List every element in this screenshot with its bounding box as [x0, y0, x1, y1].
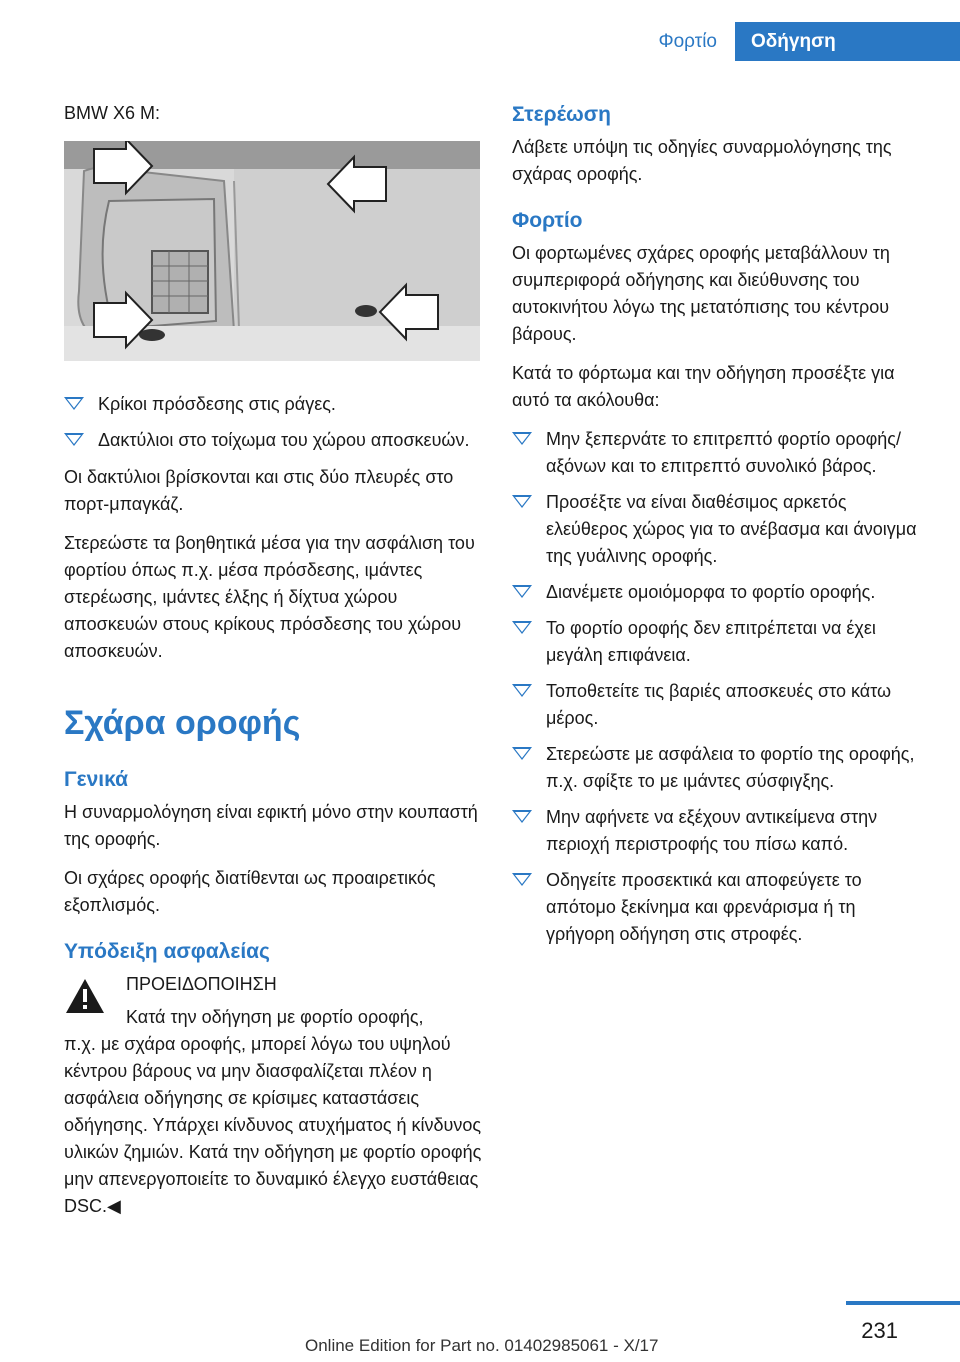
- heading-general: Γενικά: [64, 768, 129, 791]
- ring-list: [64, 391, 484, 454]
- list-item: Δακτύλιοι στο τοίχωμα του χώρου αποσκευών.: [64, 427, 484, 454]
- tab-cargo[interactable]: Φορτίο: [658, 31, 717, 52]
- fastening-text: Λάβετε υπόψη τις οδηγίες συναρμολόγησης της σχάρας οροφής.: [512, 137, 892, 184]
- warning-title: ΠΡΟΕΙΔΟΠΟΙΗΣΗ: [126, 974, 277, 994]
- list-item: Κρίκοι πρόσδεσης στις ράγες.: [64, 391, 484, 418]
- general-text-1: Η συναρμολόγηση είναι εφικτή μόνο στην κουπαστή της οροφής.: [64, 802, 478, 849]
- triangle-bullet-icon: [512, 810, 532, 823]
- tab-driving[interactable]: Οδήγηση: [735, 22, 960, 61]
- cargo-text-2: Κατά το φόρτωμα και την οδήγηση προσέξτε για αυτό τα ακόλουθα:: [512, 363, 895, 410]
- page-number: 231: [861, 1318, 898, 1343]
- fastening-aids-text: Στερεώστε τα βοηθητικά μέσα για την ασφάλιση του φορτίου όπως π.χ. μέσα πρόσδεσης, ιμάντες στερέωσης, ιμάντες έλξης ή δίχτυα χώρου αποσκευών στους κρίκους πρόσδεσης του χώρου αποσκευών.: [64, 533, 475, 661]
- section-title-roof-rack: Σχάρα οροφής: [64, 704, 301, 742]
- triangle-bullet-icon: [512, 432, 532, 445]
- warning-text: π.χ. με σχάρα οροφής, μπορεί λόγω του υψηλού κέντρου βάρους να μην διασφαλίζεται πλέον η ασφάλεια οδήγησης σε κρίσιμες καταστάσεις οδήγησης. Υπάρχει κίνδυνος ατυχήματος ή κίνδυνος υλικών ζημιών. Κατά την οδήγηση με φορτίο οροφής μην απενεργοποιείτε το δυναμικό έλεγχο ευστάθειας DSC.◀: [64, 1034, 482, 1216]
- header-tabs: [642, 22, 960, 61]
- footer-accent-bar: [846, 1301, 960, 1305]
- triangle-bullet-icon: [64, 397, 84, 410]
- heading-cargo: Φορτίο: [512, 209, 583, 232]
- warning-triangle-icon: [64, 977, 106, 1015]
- rings-location-text: Οι δακτύλιοι βρίσκονται και στις δύο πλευρές στο πορτ-μπαγκάζ.: [64, 467, 454, 514]
- edition-note: Online Edition for Part no. 01402985061 - X/17: [305, 1336, 659, 1355]
- list-item: Τοποθετείτε τις βαριές αποσκευές στο κάτω μέρος.: [512, 678, 928, 732]
- right-column: [512, 100, 928, 958]
- list-item: Οδηγείτε προσεκτικά και αποφεύγετε το απότομο ξεκίνημα και φρενάρισμα ή τη γρήγορη οδήγηση στις στροφές.: [512, 867, 928, 948]
- cargo-text-1: Οι φορτωμένες σχάρες οροφής μεταβάλλουν τη συμπεριφορά οδήγησης και διεύθυνσης του αυτοκινήτου λόγω της μετατόπισης του κέντρου βάρους.: [512, 243, 890, 344]
- list-item: Μην αφήνετε να εξέχουν αντικείμενα στην περιοχή περιστροφής του πίσω καπό.: [512, 804, 928, 858]
- list-item: Προσέξτε να είναι διαθέσιμος αρκετός ελεύθερος χώρος για το ανέβασμα και άνοιγμα της γυάλινης οροφής.: [512, 489, 928, 570]
- triangle-bullet-icon: [512, 495, 532, 508]
- list-item: Στερεώστε με ασφάλεια το φορτίο της οροφής, π.χ. σφίξτε το με ιμάντες σύσφιγξης.: [512, 741, 928, 795]
- list-item: Μην ξεπερνάτε το επιτρεπτό φορτίο οροφής/αξόνων και το επιτρεπτό συνολικό βάρος.: [512, 426, 928, 480]
- triangle-bullet-icon: [512, 747, 532, 760]
- cargo-rules-list: [512, 426, 928, 948]
- list-item: Διανέμετε ομοιόμορφα το φορτίο οροφής.: [512, 579, 928, 606]
- triangle-bullet-icon: [512, 621, 532, 634]
- warning-block: [64, 971, 484, 1220]
- warning-text-first: Κατά την οδήγηση με φορτίο οροφής,: [126, 1007, 424, 1027]
- heading-safety: Υπόδειξη ασφαλείας: [64, 940, 270, 963]
- triangle-bullet-icon: [512, 585, 532, 598]
- list-item: Το φορτίο οροφής δεν επιτρέπεται να έχει μεγάλη επιφάνεια.: [512, 615, 928, 669]
- triangle-bullet-icon: [512, 873, 532, 886]
- cargo-area-photo: [64, 141, 480, 361]
- heading-fastening: Στερέωση: [512, 103, 611, 126]
- left-column: [64, 100, 484, 1232]
- general-text-2: Οι σχάρες οροφής διατίθενται ως προαιρετικός εξοπλισμός.: [64, 868, 436, 915]
- model-intro: BMW X6 M:: [64, 103, 161, 123]
- triangle-bullet-icon: [512, 684, 532, 697]
- triangle-bullet-icon: [64, 433, 84, 446]
